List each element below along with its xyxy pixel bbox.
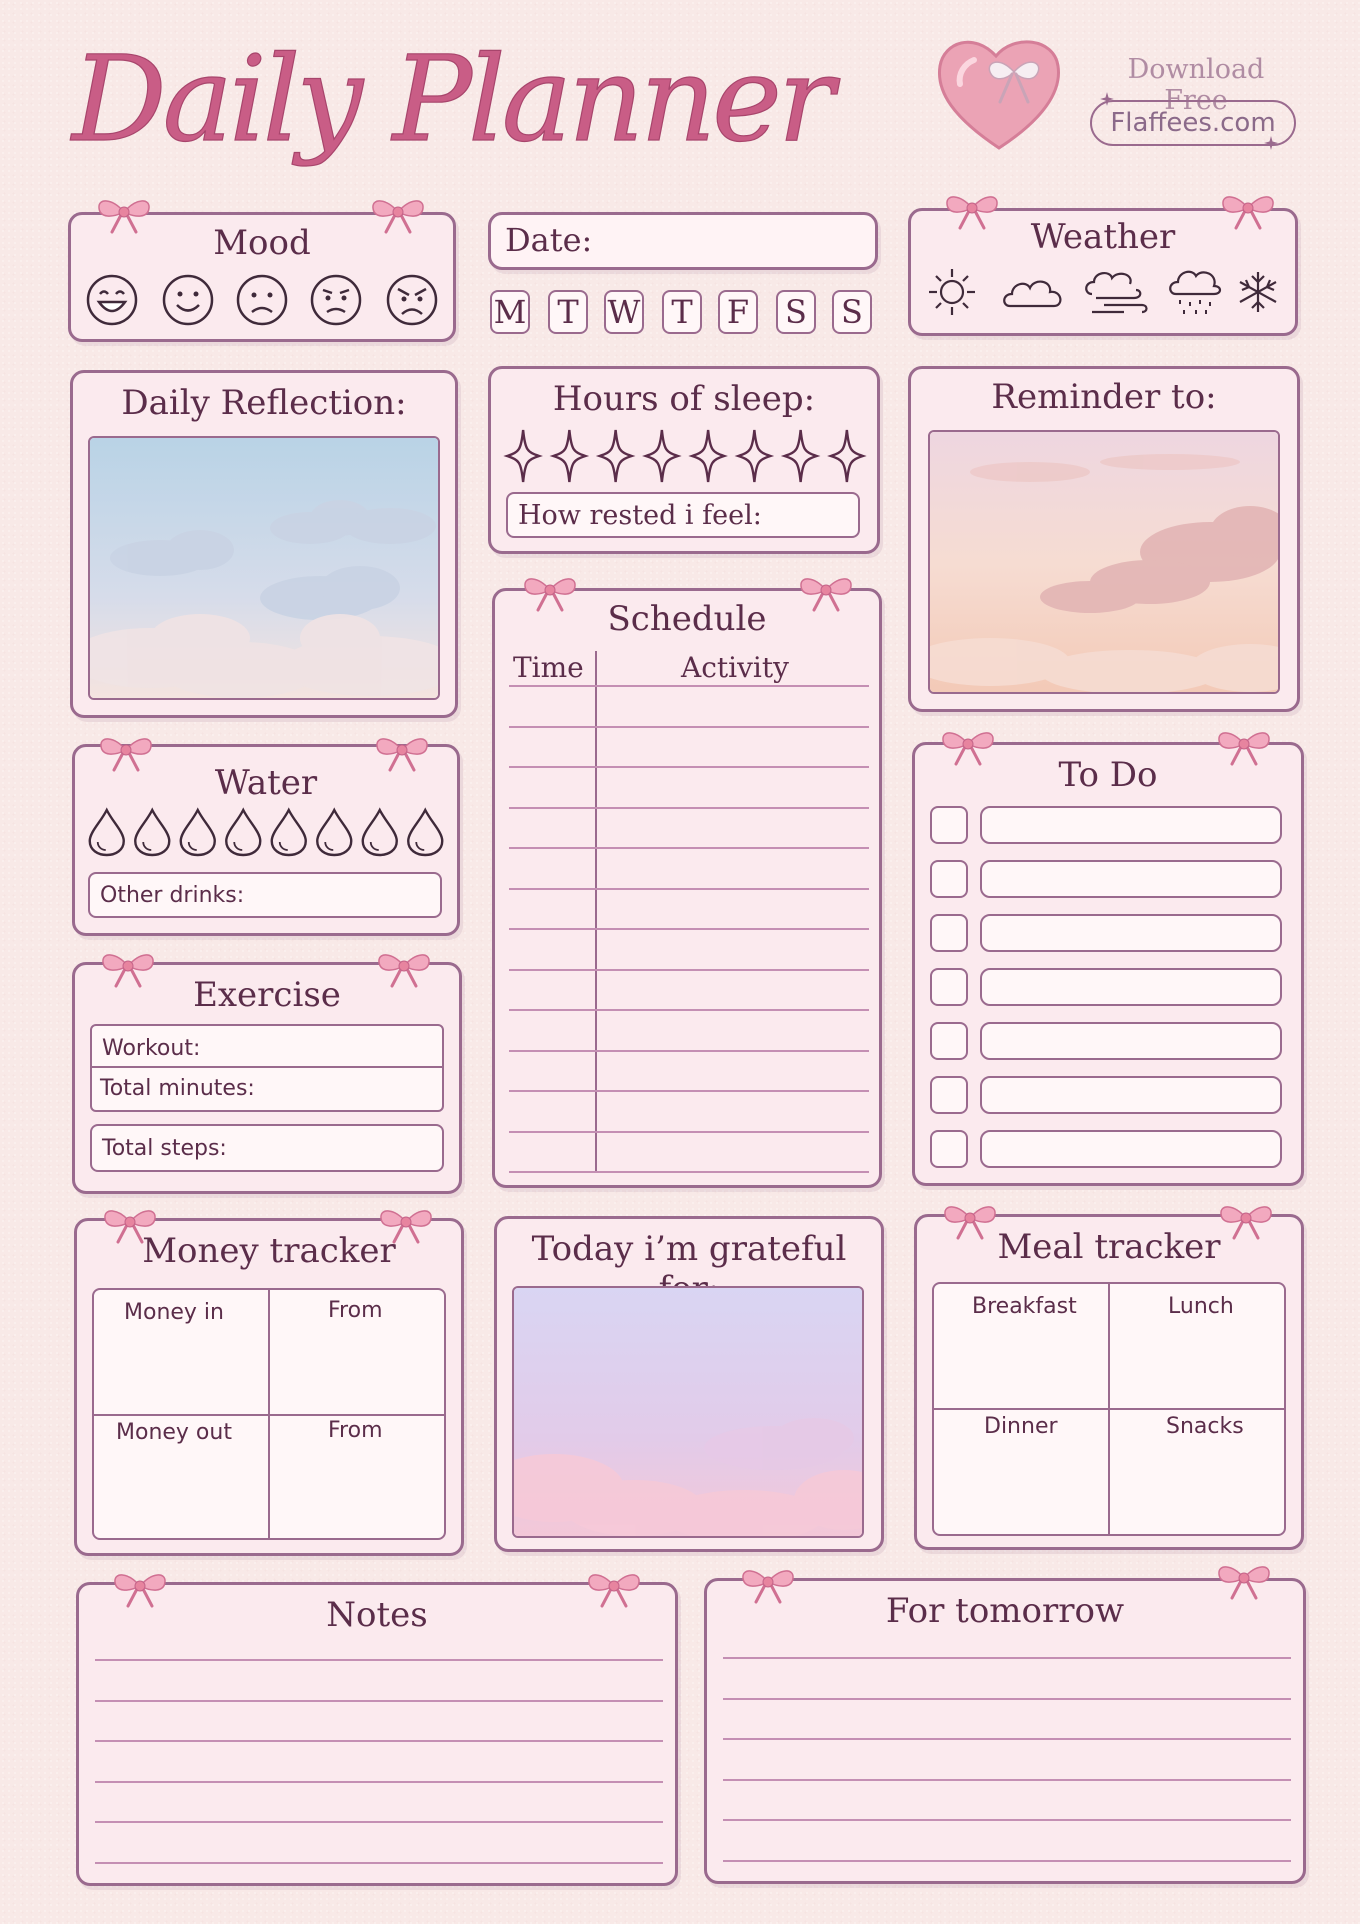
schedule-time-header: Time [513,651,584,684]
bow-icon [100,1202,160,1246]
bow-icon [584,1566,644,1610]
bow-icon [796,570,856,614]
daily-reflection-title: Daily Reflection: [121,383,407,423]
date-field[interactable] [488,212,878,270]
todo-item-field[interactable] [980,806,1282,844]
for-tomorrow-title: For tomorrow [885,1591,1125,1631]
water-title: Water [214,763,318,803]
ruled-line [509,928,869,930]
bow-icon [98,946,158,990]
water-drop-icon[interactable] [181,810,215,855]
ruled-line [509,888,869,890]
bow-icon [376,1202,436,1246]
bow-icon [96,730,156,774]
meal-grid-hdivider [934,1408,1284,1410]
rested-label: How rested i feel: [518,499,762,531]
weather-rain-cloud-icon[interactable] [1166,266,1222,318]
water-drop-shine [325,842,333,850]
notes-panel [76,1582,678,1886]
ruled-line [509,807,869,809]
total-steps-label: Total steps: [102,1135,227,1161]
reminder-title: Reminder to: [991,377,1217,417]
exercise-title: Exercise [193,975,341,1015]
ruled-line [509,685,869,687]
todo-item-field[interactable] [980,1022,1282,1060]
water-drop-shine [143,842,151,850]
bow-icon [1214,724,1274,768]
ruled-line [509,1131,869,1133]
grateful-title: Today i’m grateful [531,1229,847,1269]
water-drop-shine [98,842,106,850]
money-grid-hdivider [94,1414,444,1416]
ruled-line [509,766,869,768]
mood-laughing-face-icon[interactable] [84,272,140,328]
mood-title: Mood [213,223,311,263]
sleep-star-icon[interactable] [738,430,770,482]
site-link[interactable]: Flaffees.com [1090,100,1296,146]
money-tracker-title: Money tracker [142,1231,396,1271]
mood-sad-face-icon[interactable] [308,272,364,328]
todo-checkbox[interactable] [930,806,968,844]
breakfast-label: Breakfast [972,1294,1077,1319]
svg-text:Daily Planner: Daily Planner [72,30,831,168]
bow-icon [938,724,998,768]
meal-grid[interactable] [932,1282,1286,1536]
bow-icon [372,730,432,774]
rested-field[interactable] [506,492,860,538]
sparkle-icon [1264,136,1278,150]
workout-label: Workout: [102,1036,201,1061]
snacks-label: Snacks [1166,1414,1244,1439]
water-drop-icon[interactable] [90,810,124,855]
water-drop-shine [280,842,288,850]
bow-icon [1218,188,1278,232]
sleep-star-icon[interactable] [600,430,632,482]
ruled-line [95,1659,663,1661]
day-saturday[interactable]: S [776,290,816,334]
day-sunday[interactable]: S [832,290,872,334]
bow-icon [94,192,154,236]
total-minutes-label: Total minutes: [100,1076,255,1101]
day-tuesday[interactable]: T [548,290,588,334]
money-out-label: Money out [116,1420,232,1445]
sleep-star-icon[interactable] [553,430,585,482]
water-drop-shine [234,842,242,850]
ruled-line [509,969,869,971]
date-label: Date: [505,221,593,259]
mood-smiling-face-icon[interactable] [160,272,216,328]
ruled-line [95,1740,663,1742]
day-monday[interactable]: M [490,290,530,334]
weather-snowflake-icon[interactable] [1236,268,1280,316]
ruled-line [723,1657,1291,1659]
water-drop-icon[interactable] [272,810,306,855]
hours-of-sleep-title: Hours of sleep: [552,379,816,419]
bow-icon [1214,1558,1274,1602]
reflection-writing-area[interactable] [88,436,440,700]
day-thursday[interactable]: T [662,290,702,334]
ruled-line [723,1819,1291,1821]
ruled-line [509,1050,869,1052]
for-tomorrow-lines[interactable] [723,1657,1291,1871]
ruled-line [723,1860,1291,1862]
weather-sun-icon[interactable] [926,266,978,318]
todo-title: To Do [1058,755,1158,795]
water-drop-shine [416,842,424,850]
mood-frowning-face-icon[interactable] [234,272,290,328]
todo-checkbox[interactable] [930,1130,968,1168]
ruled-line [509,1090,869,1092]
sleep-star-icon[interactable] [831,430,863,482]
ruled-line [723,1698,1291,1700]
day-friday[interactable]: F [718,290,758,334]
heart-icon [934,30,1064,155]
ruled-line [509,1171,869,1173]
weather-title: Weather [1030,217,1176,257]
sleep-star-icon[interactable] [692,430,724,482]
sleep-star-row[interactable] [500,426,870,486]
todo-item-field[interactable] [980,1130,1282,1168]
ruled-line [95,1781,663,1783]
sparkle-icon [1100,92,1114,106]
ruled-line [723,1738,1291,1740]
bow-icon [1216,1198,1276,1242]
exercise-divider [90,1066,444,1068]
water-drop-shine [189,842,197,850]
todo-checkbox[interactable] [930,860,968,898]
bow-icon [110,1566,170,1610]
lunch-label: Lunch [1168,1294,1234,1319]
other-drinks-field[interactable] [88,872,442,918]
reminder-writing-area[interactable] [928,430,1280,694]
money-out-from-label: From [328,1418,383,1443]
water-drop-icon[interactable] [226,810,260,855]
money-in-from-label: From [328,1298,383,1323]
money-in-label: Money in [124,1300,224,1325]
download-free-text: Download Free [1127,54,1265,116]
water-drop-icon[interactable] [408,810,442,855]
todo-item-field[interactable] [980,1076,1282,1114]
bow-icon [940,1198,1000,1242]
notes-lines[interactable] [95,1659,663,1871]
bow-icon [738,1562,798,1606]
sleep-star-icon[interactable] [646,430,678,482]
todo-item-field[interactable] [980,914,1282,952]
todo-checkbox[interactable] [930,968,968,1006]
water-drop-row[interactable] [84,806,448,858]
total-steps-field[interactable] [90,1124,444,1172]
water-drop-shine [371,842,379,850]
weather-wind-cloud-icon[interactable] [1084,268,1150,316]
bow-icon [942,188,1002,232]
planner-title [62,18,942,188]
ruled-line [95,1700,663,1702]
bow-icon [374,946,434,990]
todo-item-field[interactable] [980,860,1282,898]
schedule-panel [492,588,882,1188]
todo-checkbox[interactable] [930,914,968,952]
dinner-label: Dinner [984,1414,1058,1439]
sleep-star-icon[interactable] [507,430,539,482]
ruled-line [95,1821,663,1823]
water-drop-icon[interactable] [135,810,169,855]
schedule-lines[interactable] [509,685,869,1175]
meal-tracker-title: Meal tracker [997,1227,1221,1267]
mood-angry-face-icon[interactable] [384,272,440,328]
water-drop-icon[interactable] [317,810,351,855]
sleep-star-icon[interactable] [785,430,817,482]
schedule-title: Schedule [607,599,767,639]
grateful-writing-area[interactable] [512,1286,864,1538]
other-drinks-label: Other drinks: [100,882,245,908]
bow-icon [368,192,428,236]
ruled-line [509,726,869,728]
water-drop-icon[interactable] [363,810,397,855]
ruled-line [723,1779,1291,1781]
todo-checkbox[interactable] [930,1076,968,1114]
schedule-activity-header: Activity [681,651,789,684]
for-tomorrow-panel [704,1578,1306,1884]
todo-checkbox[interactable] [930,1022,968,1060]
notes-title: Notes [326,1595,428,1635]
day-wednesday[interactable]: W [604,290,644,334]
todo-item-field[interactable] [980,968,1282,1006]
ruled-line [95,1862,663,1864]
ruled-line [509,847,869,849]
money-grid[interactable] [92,1288,446,1540]
bow-icon [520,570,580,614]
ruled-line [509,1009,869,1011]
weather-cloud-icon[interactable] [1000,272,1066,312]
